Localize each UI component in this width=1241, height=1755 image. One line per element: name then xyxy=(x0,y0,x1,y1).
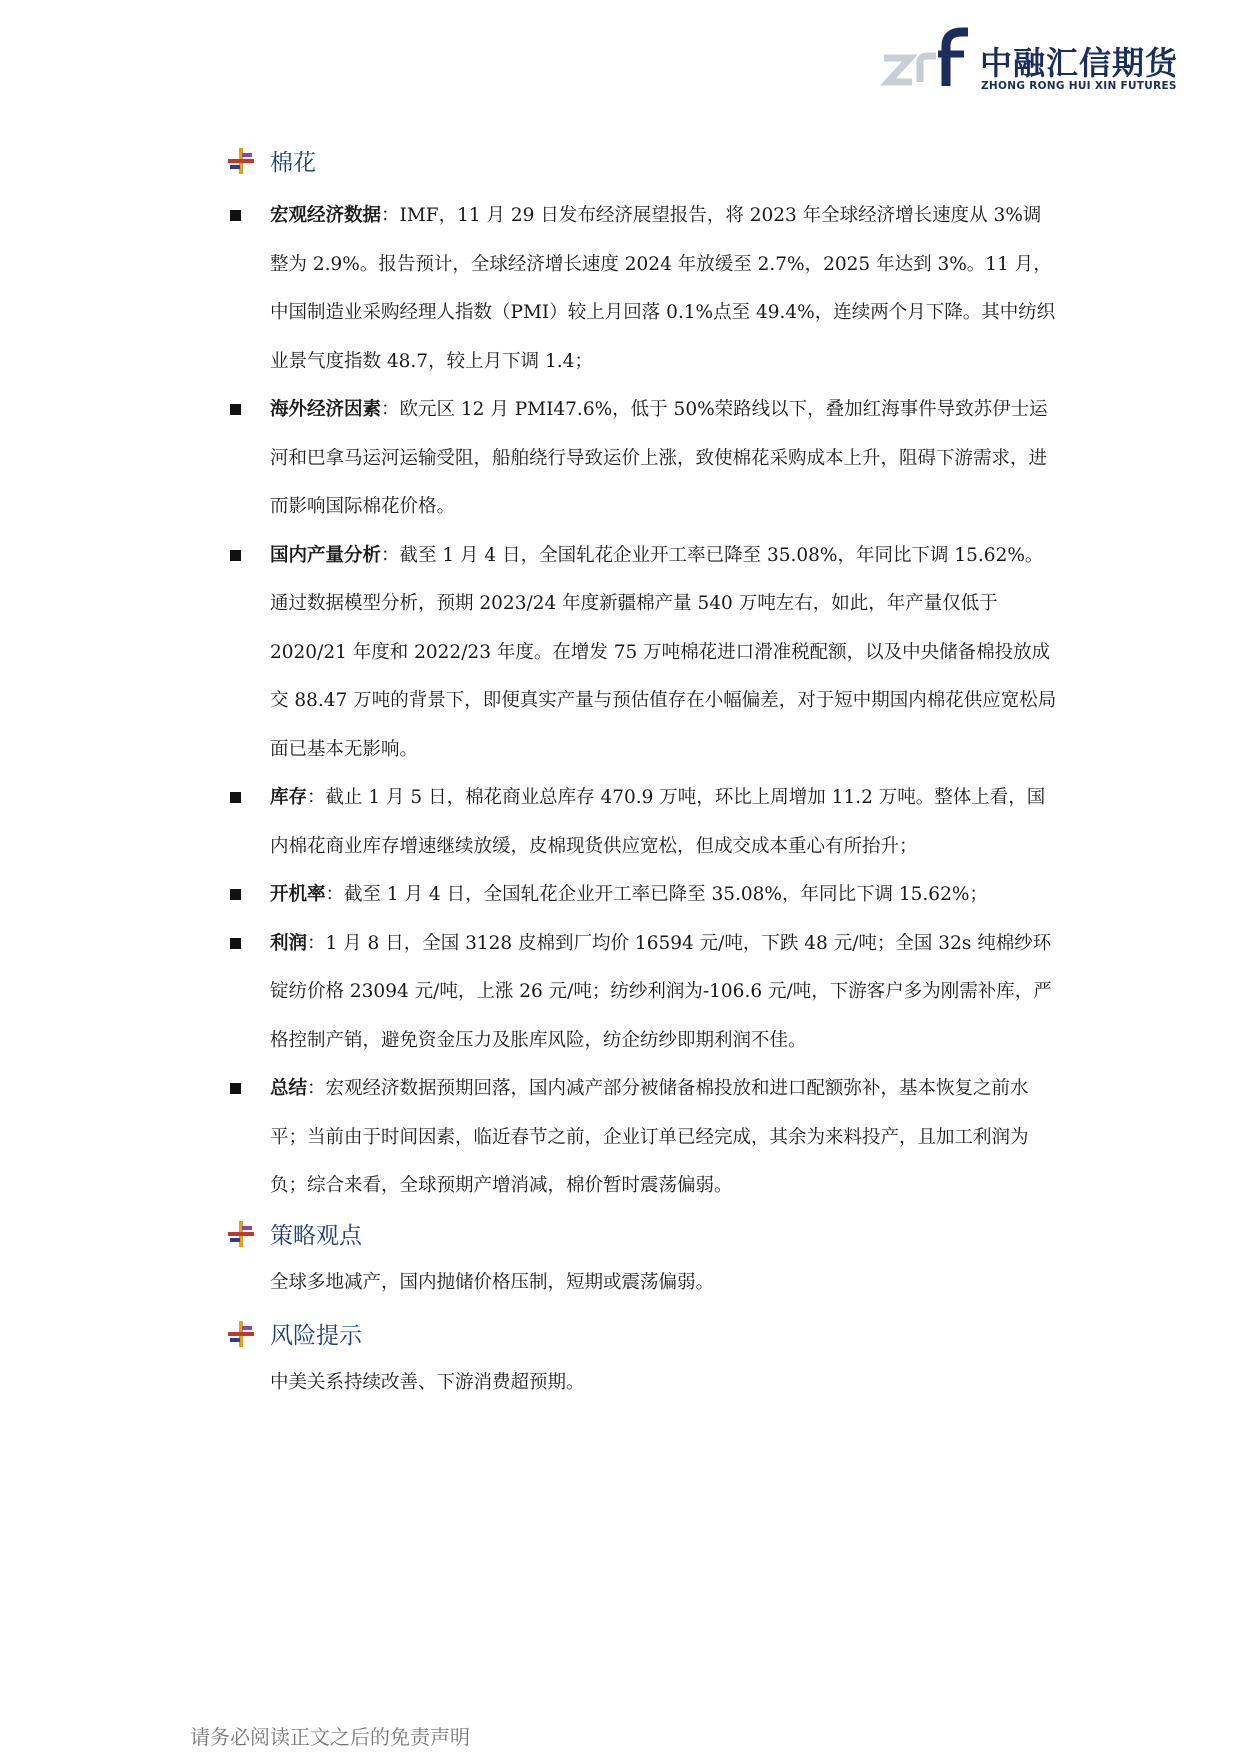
bullet-label: 库存 xyxy=(270,787,308,808)
bullet-label: 国内产量分析 xyxy=(270,544,382,566)
section-marker-icon xyxy=(228,148,254,174)
bullet-text: ：宏观经济数据预期回落，国内减产部分被储备棉投放和进口配额弥补，基本恢复之前水平；当前由于时间因素，临近春节之前，企业订单已经完成，其余为来料投产，且加工利润为负；综合来看，全球预期产增消减，棉价暂时震荡偏弱。 xyxy=(270,1078,1029,1196)
bullet-inventory xyxy=(228,774,1058,871)
strategy-text: 全球多地减产，国内抛储价格压制，短期或震荡偏弱。 xyxy=(270,1271,715,1293)
section-title-strategy: 策略观点 xyxy=(270,1222,362,1249)
bullet-profit xyxy=(228,920,1058,1066)
cotton-bullet-list xyxy=(228,192,1058,1211)
zrf-logo-mark xyxy=(880,24,972,96)
section-title-risk: 风险提示 xyxy=(270,1322,362,1349)
bullet-label: 开机率 xyxy=(270,884,326,905)
bullet-square-icon xyxy=(230,792,241,803)
bullet-label: 利润 xyxy=(270,932,308,954)
bullet-square-icon xyxy=(230,1083,241,1094)
risk-text: 中美关系持续改善、下游消费超预期。 xyxy=(270,1371,585,1393)
bullet-text: ：1 月 8 日，全国 3128 皮棉到厂均价 16594 元/吨，下跌 48 元/吨；全国 32s 纯棉纱环锭纺价格 23094 元/吨，上涨 26 元/吨；纺纱利润为-106.6 元/吨，下游客户多为刚需补库，严格控制产销，避免资金压力及胀库风险，纺企纺纱即期利润不佳。 xyxy=(270,932,1052,1051)
footer-disclaimer: 请务必阅读正文之后的免责声明 xyxy=(190,1725,470,1749)
bullet-label: 海外经济因素 xyxy=(270,399,382,420)
bullet-domestic-output xyxy=(228,532,1058,775)
section-marker-icon xyxy=(228,1321,254,1347)
section-marker-icon xyxy=(228,1221,254,1247)
bullet-label: 总结 xyxy=(270,1078,308,1099)
bullet-summary xyxy=(228,1065,1058,1211)
main-content xyxy=(228,140,1058,1407)
bullet-text: ：IMF，11 月 29 日发布经济展望报告，将 2023 年全球经济增长速度从 3%调整为 2.9%。报告预计，全球经济增长速度 2024 年放缓至 2.7%，2025 年达到 3%。11 月，中国制造业采购经理人指数（PMI）较上月回落 0.1%点至 49.4%，连续两个月下降。其中纺织业景气度指数 48.7，较上月下调 1.4； xyxy=(270,205,1056,372)
bullet-text: ：欧元区 12 月 PMI47.6%，低于 50%荣路线以下，叠加红海事件导致苏伊士运河和巴拿马运河运输受阻，船舶绕行导致运价上涨，致使棉花采购成本上升，阻碍下游需求，进而影响国际棉花价格。 xyxy=(270,399,1048,517)
bullet-label: 宏观经济数据 xyxy=(270,205,382,226)
bullet-macro-economy xyxy=(228,192,1058,386)
bullet-square-icon xyxy=(230,404,241,415)
bullet-square-icon xyxy=(230,550,241,561)
bullet-text: ：截至 1 月 4 日，全国轧花企业开工率已降至 35.08%，年同比下调 15.62%； xyxy=(325,884,988,905)
bullet-square-icon xyxy=(230,938,241,949)
section-header-strategy xyxy=(228,1213,1058,1259)
company-logo xyxy=(880,24,1180,96)
section-title-cotton: 棉花 xyxy=(270,150,316,176)
bullet-square-icon xyxy=(230,210,241,221)
bullet-square-icon xyxy=(230,889,241,900)
bullet-operating-rate xyxy=(228,871,1058,920)
logo-english-name: ZHONG RONG HUI XIN FUTURES xyxy=(981,80,1177,92)
bullet-text: ：截至 1 月 4 日，全国轧花企业开工率已降至 35.08%，年同比下调 15.62%。通过数据模型分析，预期 2023/24 年度新疆棉产量 540 万吨左右，如此，年产量仅低于 2020/21 年度和 2022/23 年度。在增发 75 万吨棉花进口滑准税配额，以及中央储备棉投放成交 88.47 万吨的背景下，即便真实产量与预估值存在小幅偏差，对于短中期国内棉花供应宽松局面已基本无影响。 xyxy=(270,544,1057,760)
bullet-text: ：截止 1 月 5 日，棉花商业总库存 470.9 万吨，环比上周增加 11.2 万吨。整体上看，国内棉花商业库存增速继续放缓，皮棉现货供应宽松，但成交成本重心有所抬升； xyxy=(270,787,1046,857)
logo-chinese-name: 中融汇信期货 xyxy=(980,44,1179,82)
section-header-risk xyxy=(228,1313,1058,1359)
bullet-overseas-factors xyxy=(228,386,1058,532)
section-header-cotton xyxy=(228,140,1058,186)
